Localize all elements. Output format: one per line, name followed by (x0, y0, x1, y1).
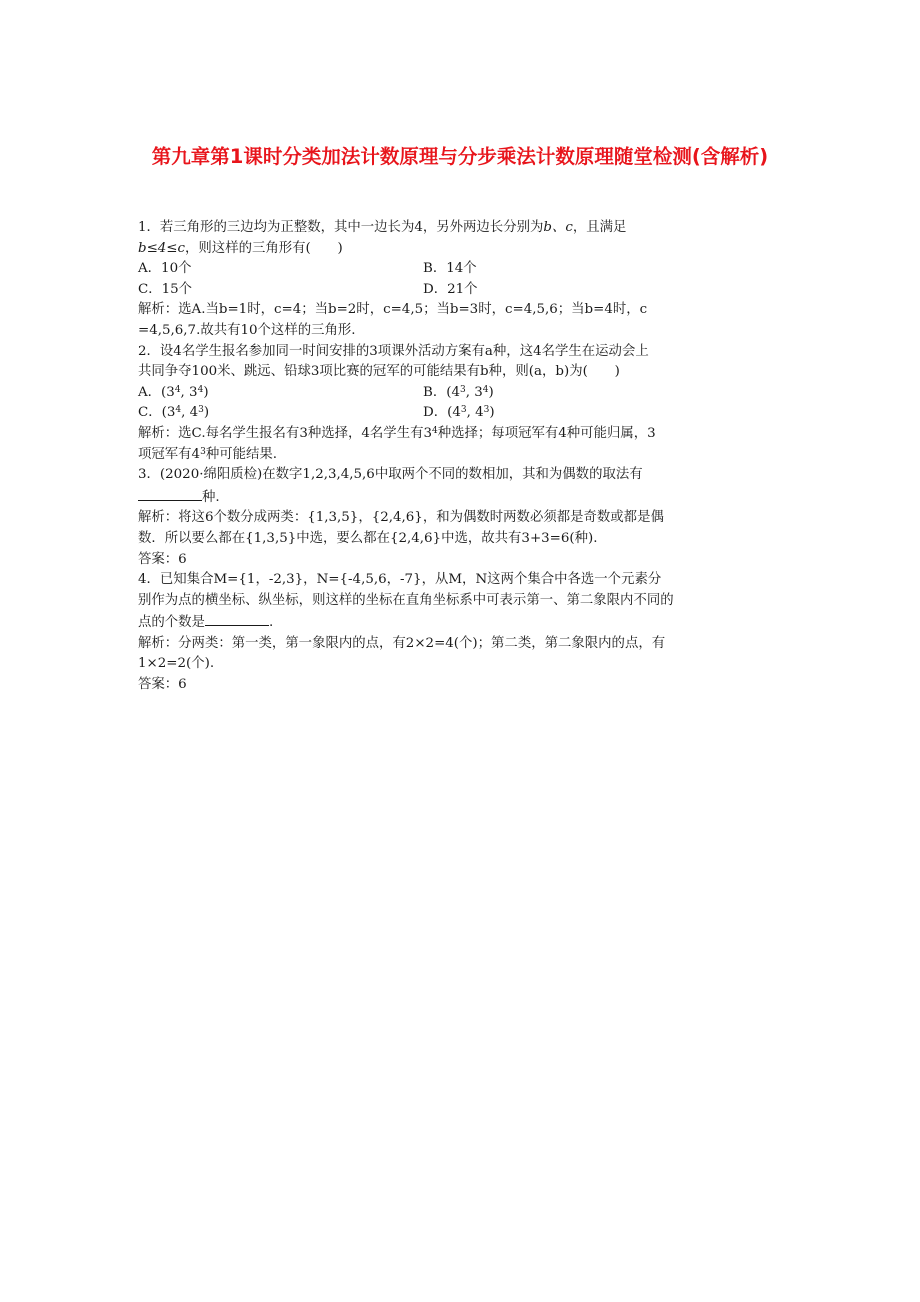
q2-solution-exp-1: 4 (432, 425, 438, 436)
q3-solution-line-2: 数．所以要么都在{1,3,5}中选，要么都在{2,4,6}中选，故共有3+3=6(种). (138, 530, 598, 546)
q2-option-a[interactable] (138, 383, 423, 404)
q2-solution-line-2 (138, 445, 784, 466)
q2-option-b-text: B．(4 (423, 384, 460, 400)
q4-stem-end: . (268, 615, 274, 631)
q1-options-row-2 (138, 280, 784, 301)
q2-option-d-exp-1: 3 (460, 405, 467, 416)
q1-option-d[interactable]: D．21个 (423, 281, 478, 297)
q2-option-b-exp-2: 4 (482, 384, 489, 395)
q1-options-row-1 (138, 259, 784, 280)
q4-stem-text: 点的个数是 (138, 615, 205, 631)
q1-stem-text: 1．若三角形的三边均为正整数，其中一边长为4，另外两边长分别为 (138, 220, 544, 235)
q3-stem-end: 种. (202, 489, 220, 505)
q2-option-d-mid: , 4 (466, 405, 484, 421)
q2-solution-text-1: 解析：选C.每名学生报名有3种选择，4名学生有3 (138, 425, 433, 441)
question-1-stem (138, 218, 784, 259)
q2-option-c[interactable] (138, 403, 423, 424)
q2-option-b-exp-1: 3 (459, 384, 466, 395)
document-title: 第九章第1课时分类加法计数原理与分步乘法计数原理随堂检测(含解析) (151, 145, 769, 168)
q2-solution-text-2: 种选择；每项冠军有4种可能归属，3 (437, 425, 656, 441)
q2-options-row-1 (138, 383, 784, 404)
q4-stem-line-3 (138, 611, 784, 634)
q2-option-d-exp-2: 3 (483, 405, 490, 416)
q1-stem-vars: b、c (543, 220, 573, 235)
question-4 (138, 570, 784, 696)
q2-option-c-exp-2: 3 (198, 405, 204, 416)
q2-options-row-2 (138, 403, 784, 424)
q3-answer: 答案：6 (138, 551, 187, 567)
q2-option-b-end: ) (488, 384, 494, 400)
q2-option-b[interactable] (423, 383, 708, 404)
q2-option-a-exp-1: 4 (174, 384, 181, 395)
q2-option-c-exp-1: 4 (175, 405, 182, 416)
q1-option-a[interactable]: A．10个 (138, 261, 192, 277)
question-1 (138, 218, 784, 342)
q1-stem-text-2: ，且满足 (572, 220, 627, 235)
q2-option-c-mid: , 4 (181, 405, 199, 421)
q2-option-a-text: A．(3 (138, 384, 175, 400)
q2-option-d-text: D．(4 (423, 405, 461, 421)
q2-option-c-end: ) (203, 405, 210, 421)
q2-option-d-end: ) (489, 405, 495, 421)
q3-stem-line-2 (138, 486, 784, 509)
q2-option-c-text: C．(3 (138, 405, 176, 421)
q2-solution-text-3: 项冠军有4 (138, 446, 201, 462)
q4-stem-line-2: 别作为点的横坐标、纵坐标，则这样的坐标在直角坐标系中可表示第一、第二象限内不同的 (138, 592, 674, 608)
q1-solution-line-2: =4,5,6,7.故共有10个这样的三角形. (138, 322, 356, 338)
q2-solution-exp-2: 3 (200, 446, 206, 457)
q2-solution-line-1 (138, 424, 784, 445)
q1-stem-inequality: b≤4≤c (138, 240, 186, 256)
q2-option-a-end: ) (203, 384, 209, 400)
q2-option-a-mid: , 3 (180, 384, 198, 400)
q4-stem-line-1: 4．已知集合M={1，-2,3}，N={-4,5,6，-7}，从M，N这两个集合中各选一个元素分 (138, 572, 662, 588)
q2-stem-line-1: 2．设4名学生报名参加同一时间安排的3项课外活动方案有a种，这4名学生在运动会上 (138, 343, 649, 359)
q2-option-a-exp-2: 4 (197, 384, 204, 395)
q1-solution-line-1: 解析：选A.当b=1时，c=4；当b=2时，c=4,5；当b=3时，c=4,5,6；当b=4时，c (138, 302, 648, 318)
question-2 (138, 342, 784, 466)
q4-answer-blank[interactable] (205, 611, 269, 626)
q4-solution-line-1: 解析：分两类：第一类，第一象限内的点，有2×2=4(个)；第二类，第二象限内的点，有 (138, 635, 666, 651)
q2-stem-line-2: 共同争夺100米、跳远、铅球3项比赛的冠军的可能结果有b种，则(a，b)为( ) (138, 364, 620, 380)
q3-stem-line-1: 3．(2020·绵阳质检)在数字1,2,3,4,5,6中取两个不同的数相加，其和为偶数的取法有 (138, 467, 643, 483)
q2-option-b-mid: , 3 (465, 384, 483, 400)
q3-solution-line-1: 解析：将这6个数分成两类：{1,3,5}，{2,4,6}，和为偶数时两数必须都是奇数或都是偶 (138, 510, 664, 526)
q4-solution-line-2: 1×2=2(个). (138, 656, 215, 672)
q2-option-d[interactable] (423, 403, 708, 424)
q3-answer-blank[interactable] (138, 486, 202, 501)
q1-option-c[interactable]: C．15个 (138, 281, 193, 297)
q1-option-b[interactable]: B．14个 (423, 261, 477, 277)
document-body (138, 218, 784, 696)
q1-stem-text-3: ，则这样的三角形有( ) (185, 240, 343, 256)
q2-solution-text-4: 种可能结果. (205, 446, 278, 462)
q4-answer: 答案：6 (138, 677, 187, 693)
question-3 (138, 465, 784, 570)
